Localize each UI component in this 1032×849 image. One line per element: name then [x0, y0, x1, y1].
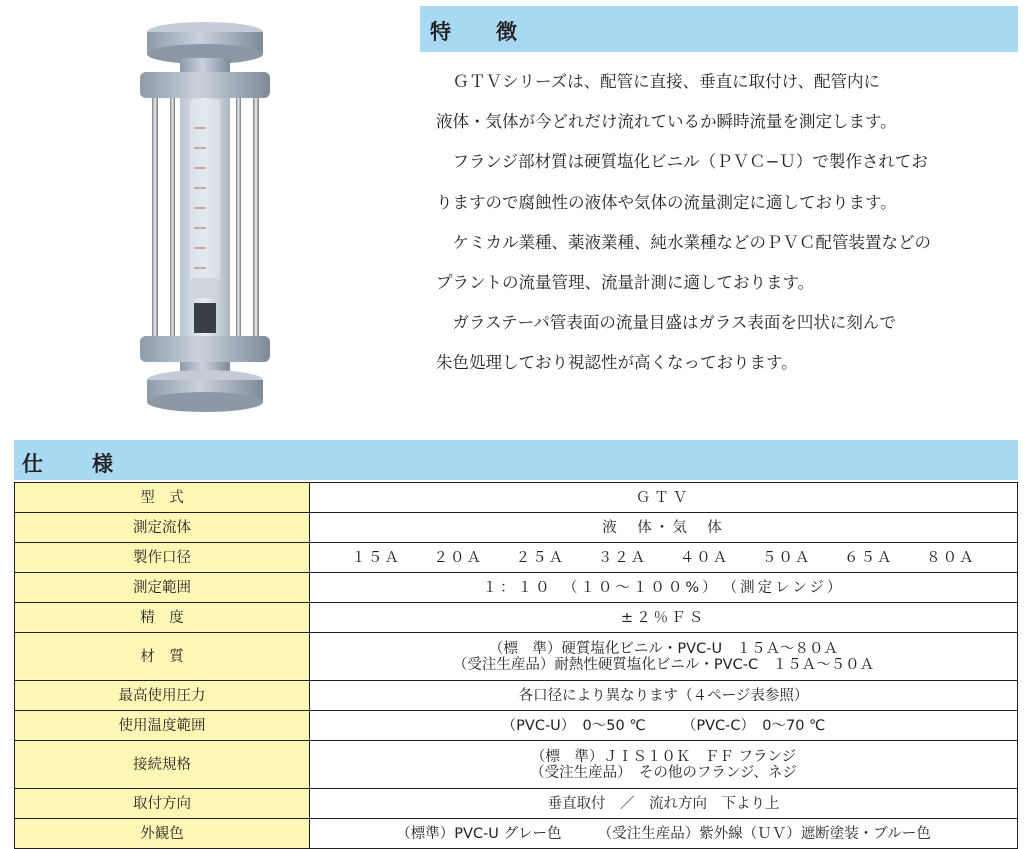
features-line: フランジ部材質は硬質塩化ビニル（ＰＶＣ−Ｕ）で製作されてお — [436, 152, 928, 172]
size-item: ４０Ａ — [679, 549, 730, 566]
features-line: 朱色処理しており視認性が高くなっております。 — [436, 353, 798, 373]
features-line: ＧＴＶシリーズは、配管に直接、垂直に取付け、配管内に — [436, 72, 881, 91]
spec-label: 測定範囲 — [15, 573, 310, 603]
table-row — [15, 681, 1018, 711]
spec-value: （PVC-U） 0〜50 ℃ （PVC-C） 0〜70 ℃ — [310, 711, 1018, 741]
table-row — [15, 543, 1018, 573]
spec-value — [310, 741, 1018, 789]
size-item: ６５Ａ — [844, 549, 894, 566]
spec-label: 外観色 — [15, 819, 310, 849]
table-row — [15, 513, 1018, 543]
spec-value-line: （受注生産品） その他のフランジ、ネジ — [530, 764, 797, 781]
spec-value-line: （受注生産品）耐熱性硬質塩化ビニル・PVC-C １５Ａ〜５０Ａ — [452, 656, 875, 673]
features-header — [420, 6, 1018, 52]
size-item: ２０Ａ — [433, 549, 483, 566]
size-item: ５０Ａ — [761, 549, 812, 566]
spec-value-line: （標 準）ＪＩＳ１０Ｋ ＦＦ フランジ — [530, 748, 797, 765]
spec-label: 型 式 — [15, 483, 310, 513]
spec-value: １：１０ （１０〜１００%） （測定レンジ） — [310, 573, 1018, 603]
spec-value: 垂直取付 ／ 流れ方向 下より上 — [310, 789, 1018, 819]
spec-label: 製作口径 — [15, 543, 310, 573]
size-item: ２５Ａ — [515, 549, 566, 566]
spec-value — [310, 633, 1018, 681]
spec-value: 液 体・気 体 — [310, 513, 1018, 543]
features-line: ケミカル業種、薬液業種、純水業種などのＰＶＣ配管装置などの — [436, 232, 931, 252]
table-row — [15, 633, 1018, 681]
table-row — [15, 819, 1018, 849]
spec-table — [14, 482, 1018, 849]
table-row — [15, 573, 1018, 603]
table-row — [15, 711, 1018, 741]
size-item: １５Ａ — [351, 549, 401, 566]
spec-value-line: （標 準）硬質塩化ビニル・PVC-U １５Ａ〜８０Ａ — [488, 640, 839, 657]
features-text — [436, 70, 1016, 392]
spec-label: 精 度 — [15, 603, 310, 633]
features-line: ガラステーパ管表面の流量目盛はガラス表面を凹状に刻んで — [436, 313, 896, 333]
spec-label: 材 質 — [15, 633, 310, 681]
features-line: 液体・気体が今どれだけ流れているか瞬時流量を測定します。 — [436, 112, 897, 132]
table-row — [15, 483, 1018, 513]
features-line: プラントの流量管理、流量計測に適しております。 — [436, 272, 815, 292]
spec-label: 使用温度範囲 — [15, 711, 310, 741]
spec-value: ±２％ＦＳ — [310, 603, 1018, 633]
spec-header — [14, 440, 1018, 480]
table-row — [15, 603, 1018, 633]
size-item: ３２Ａ — [597, 549, 648, 566]
spec-value-sizes — [310, 543, 1018, 573]
table-row — [15, 741, 1018, 789]
spec-value: 各口径により異なります（４ページ表参照） — [310, 681, 1018, 711]
spec-label: 最高使用圧力 — [15, 681, 310, 711]
features-line: りますので腐蝕性の液体や気体の流量測定に適しております。 — [436, 192, 897, 212]
spec-label: 測定流体 — [15, 513, 310, 543]
spec-label: 接続規格 — [15, 741, 310, 789]
spec-label: 取付方向 — [15, 789, 310, 819]
table-row — [15, 789, 1018, 819]
spec-value: ＧＴＶ — [310, 483, 1018, 513]
spec-title: 仕 様 — [22, 452, 127, 476]
flowmeter-product-image — [110, 18, 300, 418]
spec-value: （標準）PVC-U グレー色 （受注生産品）紫外線（ＵＶ）遮断塗装・ブルー色 — [310, 819, 1018, 849]
size-item: ８０Ａ — [926, 549, 976, 566]
features-title: 特 徴 — [430, 20, 529, 44]
